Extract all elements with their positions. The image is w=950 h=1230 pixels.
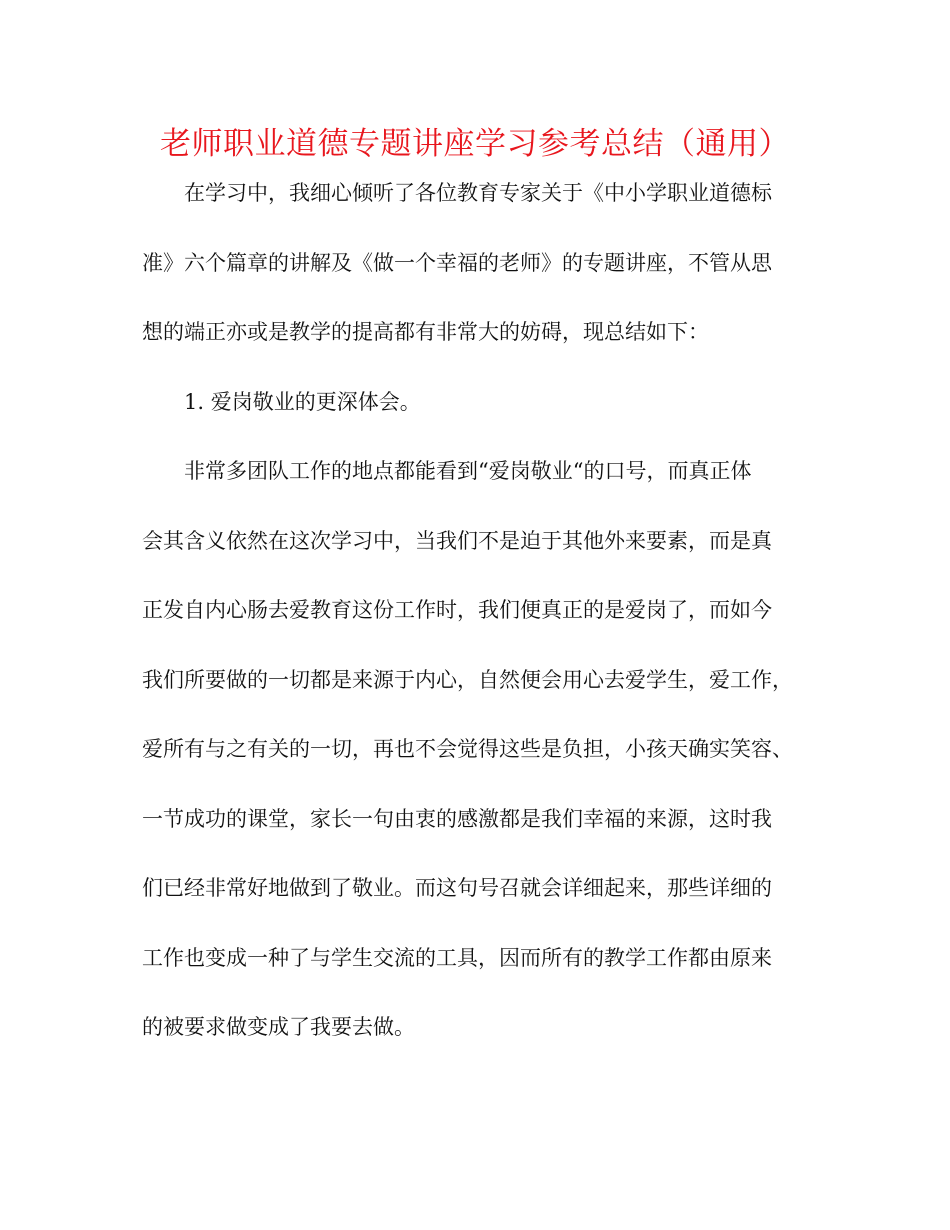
paragraph-line: 们已经非常好地做到了敬业。而这句号召就会详细起来，那些详细的 — [142, 876, 772, 900]
paragraph-line: 一节成功的课堂，家长一句由衷的感激都是我们幸福的来源，这时我 — [142, 806, 772, 831]
paragraph-line: 会其含义依然在这次学习中，当我们不是迫于其他外来要素，而是真 — [142, 528, 772, 553]
paragraph-line: 非常多团队工作的地点都能看到“爱岗敬业“的口号，而真正体 — [184, 459, 752, 483]
paragraph-line: 准》六个篇章的讲解及《做一个幸福的老师》的专题讲座，不管从思 — [142, 250, 772, 275]
paragraph-line: 我们所要做的一切都是来源于内心，自然便会用心去爱学生，爱工作， — [142, 667, 793, 692]
paragraph-line: 爱所有与之有关的一切，再也不会觉得这些是负担，小孩天确实笑容、 — [142, 737, 793, 761]
paragraph-line: 想的端正亦或是教学的提高都有非常大的妨碍，现总结如下： — [142, 320, 709, 344]
section-heading: 1. 爱岗敬业的更深体会。 — [184, 389, 421, 414]
document-body — [142, 172, 812, 1076]
paragraph-line: 的被要求做变成了我要去做。 — [142, 1015, 415, 1039]
paragraph-line: 在学习中，我细心倾听了各位教育专家关于《中小学职业道德标 — [184, 181, 772, 205]
document-title: 老师职业道德专题讲座学习参考总结（通用） — [160, 126, 790, 162]
paragraph-line: 工作也变成一种了与学生交流的工具，因而所有的教学工作都由原来 — [142, 945, 772, 970]
paragraph-line: 正发自内心肠去爱教育这份工作时，我们便真正的是爱岗了，而如今 — [142, 598, 772, 622]
